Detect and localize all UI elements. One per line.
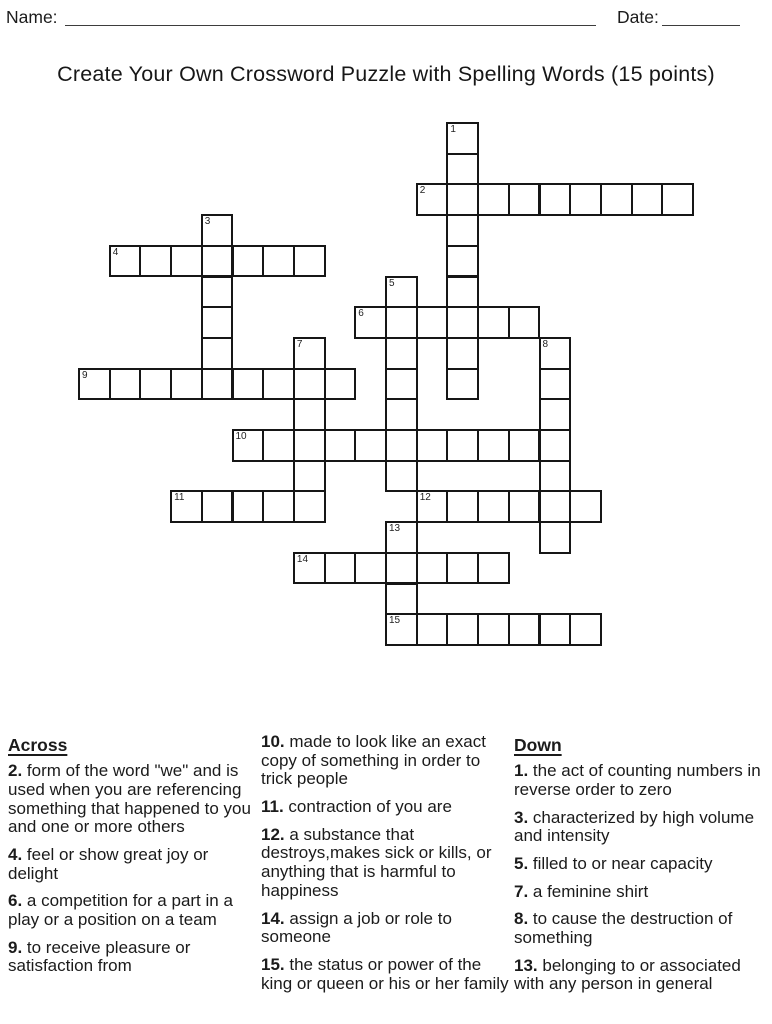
across-clue-list-2	[261, 733, 514, 993]
clue: 3. characterized by high volume and intensity	[514, 807, 755, 846]
grid-cell	[446, 276, 479, 309]
cell-number: 5	[389, 277, 395, 289]
down-clue-list	[514, 762, 770, 994]
down-heading: Down	[514, 735, 562, 755]
grid-cell	[416, 306, 449, 339]
cell-number: 4	[112, 246, 119, 258]
grid-cell	[262, 245, 295, 278]
clue-number: 2.	[8, 761, 23, 781]
grid-cell	[600, 183, 633, 216]
grid-cell	[508, 613, 541, 646]
grid-cell	[201, 368, 234, 401]
grid-cell	[446, 245, 479, 278]
grid-cell	[354, 429, 387, 462]
cell-number: 12	[419, 492, 431, 504]
grid-cell	[201, 490, 234, 523]
name-label: Name:	[6, 7, 58, 27]
grid-cell	[446, 306, 479, 339]
grid-cell	[446, 429, 479, 462]
clue-number: 3.	[514, 807, 529, 827]
grid-cell	[416, 613, 449, 646]
grid-cell	[324, 552, 357, 585]
cell-number: 9	[82, 369, 88, 381]
grid-cell	[446, 368, 479, 401]
grid-cell	[293, 460, 326, 493]
grid-cell	[170, 368, 203, 401]
name-blank-line	[65, 25, 596, 26]
grid-cell	[477, 306, 510, 339]
grid-cell	[293, 552, 326, 585]
grid-cell	[508, 490, 541, 523]
grid-cell	[262, 368, 295, 401]
grid-cell	[109, 245, 142, 278]
grid-cell	[293, 245, 326, 278]
grid-cell	[539, 368, 572, 401]
grid-cell	[477, 552, 510, 585]
grid-cell	[446, 122, 479, 155]
grid-cell	[170, 490, 203, 523]
clue: 14. assign a job or role to someone	[261, 908, 452, 947]
clue: 1. the act of counting numbers in reverse order to zero	[514, 761, 761, 799]
clue-number: 7.	[514, 881, 529, 901]
grid-cell	[109, 368, 142, 401]
clue-number: 10.	[261, 732, 285, 751]
grid-cell	[385, 398, 418, 431]
page-title: Create Your Own Crossword Puzzle with Spelling Words (15 points)	[57, 62, 715, 86]
grid-cell	[508, 306, 541, 339]
grid-cell	[170, 245, 203, 278]
clue-number: 15.	[261, 954, 285, 974]
grid-cell	[293, 337, 326, 370]
cell-number: 7	[296, 338, 303, 350]
cell-number: 13	[389, 523, 401, 535]
clue: 12. a substance that destroys,makes sick or kills, or anything that is harmful to happiness	[261, 824, 492, 900]
grid-cell	[385, 337, 418, 370]
across-clues-column-2	[261, 733, 514, 1002]
grid-cell	[232, 368, 265, 401]
grid-cell	[631, 183, 664, 216]
grid-cell	[416, 552, 449, 585]
clue: 13. belonging to or associated with any person in general	[514, 955, 741, 994]
cell-number: 3	[204, 216, 211, 228]
grid-cell	[539, 521, 572, 554]
grid-cell	[539, 183, 572, 216]
clue: 15. the status or power of the king or queen or his or her family	[261, 954, 509, 993]
grid-cell	[201, 214, 234, 247]
grid-cell	[293, 429, 326, 462]
grid-cell	[385, 552, 418, 585]
grid-cell	[477, 183, 510, 216]
grid-cell	[354, 306, 387, 339]
grid-cell	[293, 398, 326, 431]
clue-number: 14.	[261, 908, 285, 928]
grid-cell	[569, 490, 602, 523]
across-heading: Across	[8, 735, 68, 755]
cell-number: 6	[358, 308, 364, 320]
grid-cell	[539, 613, 572, 646]
clue-number: 11.	[261, 797, 284, 817]
grid-cell	[416, 183, 449, 216]
grid-cell	[385, 613, 418, 646]
clue: 7. a feminine shirt	[514, 881, 649, 901]
grid-cell	[416, 429, 449, 462]
grid-cell	[324, 368, 357, 401]
grid-cell	[354, 552, 387, 585]
grid-cell	[446, 214, 479, 247]
clue: 4. feel or show great joy or delight	[8, 845, 209, 883]
grid-cell	[293, 490, 326, 523]
grid-cell	[385, 429, 418, 462]
date-label: Date:	[617, 7, 659, 27]
grid-cell	[232, 245, 265, 278]
clue-number: 6.	[8, 891, 23, 911]
grid-cell	[446, 183, 479, 216]
cell-number: 1	[450, 124, 456, 135]
grid-cell	[416, 490, 449, 523]
date-blank-line	[662, 25, 740, 26]
grid-cell	[508, 429, 541, 462]
clue: 2. form of the word "we" and is used when you are referencing something that happened to you and one or more others	[8, 761, 251, 837]
grid-cell	[293, 368, 326, 401]
grid-cell	[201, 306, 234, 339]
grid-cell	[385, 276, 418, 309]
grid-cell	[232, 429, 265, 462]
clue: 5. filled to or near capacity	[514, 854, 713, 873]
grid-cell	[201, 337, 234, 370]
grid-cell	[539, 429, 572, 462]
cell-number: 11	[174, 492, 185, 504]
grid-cell	[139, 245, 172, 278]
grid-cell	[139, 368, 172, 401]
grid-cell	[661, 183, 694, 216]
grid-cell	[446, 490, 479, 523]
grid-cell	[539, 398, 572, 431]
grid-cell	[262, 490, 295, 523]
cell-number: 14	[296, 553, 309, 565]
grid-cell	[539, 337, 572, 370]
clue-number: 1.	[514, 761, 529, 781]
grid-cell	[446, 337, 479, 370]
clue-number: 8.	[514, 909, 529, 929]
grid-cell	[569, 613, 602, 646]
clue: 6. a competition for a part in a play or a position on a team	[8, 891, 233, 930]
grid-cell	[446, 153, 479, 186]
grid-cell	[385, 583, 418, 616]
down-clues-column	[514, 736, 770, 1003]
grid-cell	[385, 306, 418, 339]
clue-number: 13.	[514, 955, 538, 975]
clue-number: 12.	[261, 824, 285, 844]
grid-cell	[508, 183, 541, 216]
clue: 11. contraction of you are	[261, 797, 452, 817]
clue: 10. made to look like an exact copy of something in order to trick people	[261, 732, 486, 789]
cell-number: 10	[235, 431, 247, 442]
grid-cell	[446, 613, 479, 646]
grid-cell	[232, 490, 265, 523]
grid-cell	[477, 613, 510, 646]
grid-cell	[539, 460, 572, 493]
cell-number: 15	[389, 615, 401, 627]
grid-cell	[78, 368, 111, 401]
clue: 9. to receive pleasure or satisfaction from	[8, 937, 191, 976]
across-clue-list-1	[8, 762, 258, 976]
clue-number: 4.	[8, 845, 23, 864]
grid-cell	[201, 276, 234, 309]
grid-cell	[385, 521, 418, 554]
across-clues-column-1	[8, 736, 258, 985]
grid-cell	[477, 429, 510, 462]
grid-cell	[385, 368, 418, 401]
grid-cell	[201, 245, 234, 278]
grid-cell	[477, 490, 510, 523]
grid-cell	[385, 460, 418, 493]
grid-cell	[569, 183, 602, 216]
clue: 8. to cause the destruction of something	[514, 909, 733, 948]
grid-cell	[262, 429, 295, 462]
grid-cell	[539, 490, 572, 523]
clue-number: 9.	[8, 937, 23, 957]
clue-number: 5.	[514, 854, 529, 873]
grid-cell	[446, 552, 479, 585]
cell-number: 8	[542, 338, 549, 350]
crossword-grid	[78, 122, 694, 646]
cell-number: 2	[419, 185, 426, 197]
grid-cell	[324, 429, 357, 462]
